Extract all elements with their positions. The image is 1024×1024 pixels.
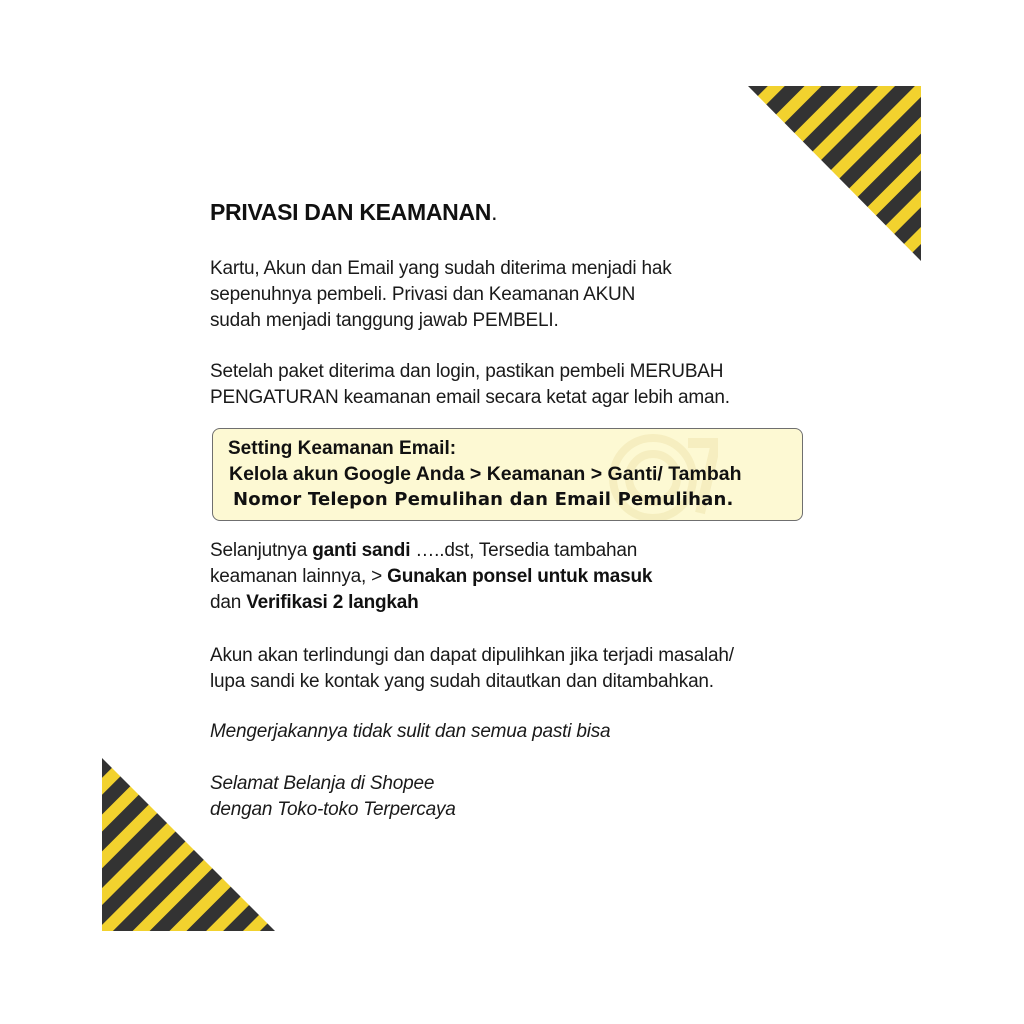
email-security-settings-box: [212, 428, 803, 521]
two-step-verification-emphasis: Verifikasi 2 langkah: [246, 592, 419, 613]
settings-box-recovery: Nomor Telepon Pemulihan dan Email Pemulihan.: [233, 489, 734, 510]
protection-paragraph: Akun akan terlindungi dan dapat dipulihkan jika terjadi masalah/ lupa sandi ke kontak yang sudah ditautkan dan ditambahkan.: [210, 645, 734, 692]
settings-advice-paragraph: Setelah paket diterima dan login, pastikan pembeli MERUBAH PENGATURAN keamanan email secara ketat agar lebih aman.: [210, 361, 730, 408]
hazard-stripes-top-right: [748, 86, 921, 261]
encouragement-text: Mengerjakannya tidak sulit dan semua pasti bisa: [210, 721, 611, 742]
phone-signin-emphasis: Gunakan ponsel untuk masuk: [387, 566, 653, 587]
settings-box-title: Setting Keamanan Email:: [228, 438, 457, 459]
page-title: PRIVASI DAN KEAMANAN.: [210, 199, 498, 225]
closing-greeting: Selamat Belanja di Shopee dengan Toko-toko Terpercaya: [210, 773, 456, 820]
settings-box-path: Kelola akun Google Anda > Keamanan > Ganti/ Tambah: [229, 463, 742, 485]
ownership-paragraph: Kartu, Akun dan Email yang sudah diterima menjadi hak sepenuhnya pembeli. Privasi dan Keamanan AKUN sudah menjadi tanggung jawab PEMBELI.: [210, 258, 672, 331]
additional-security-paragraph: Selanjutnya ganti sandi …..dst, Tersedia tambahan keamanan lainnya, > Gunakan ponsel untuk masuk dan Verifikasi 2 langkah: [210, 540, 653, 613]
change-password-emphasis: ganti sandi: [312, 540, 411, 561]
